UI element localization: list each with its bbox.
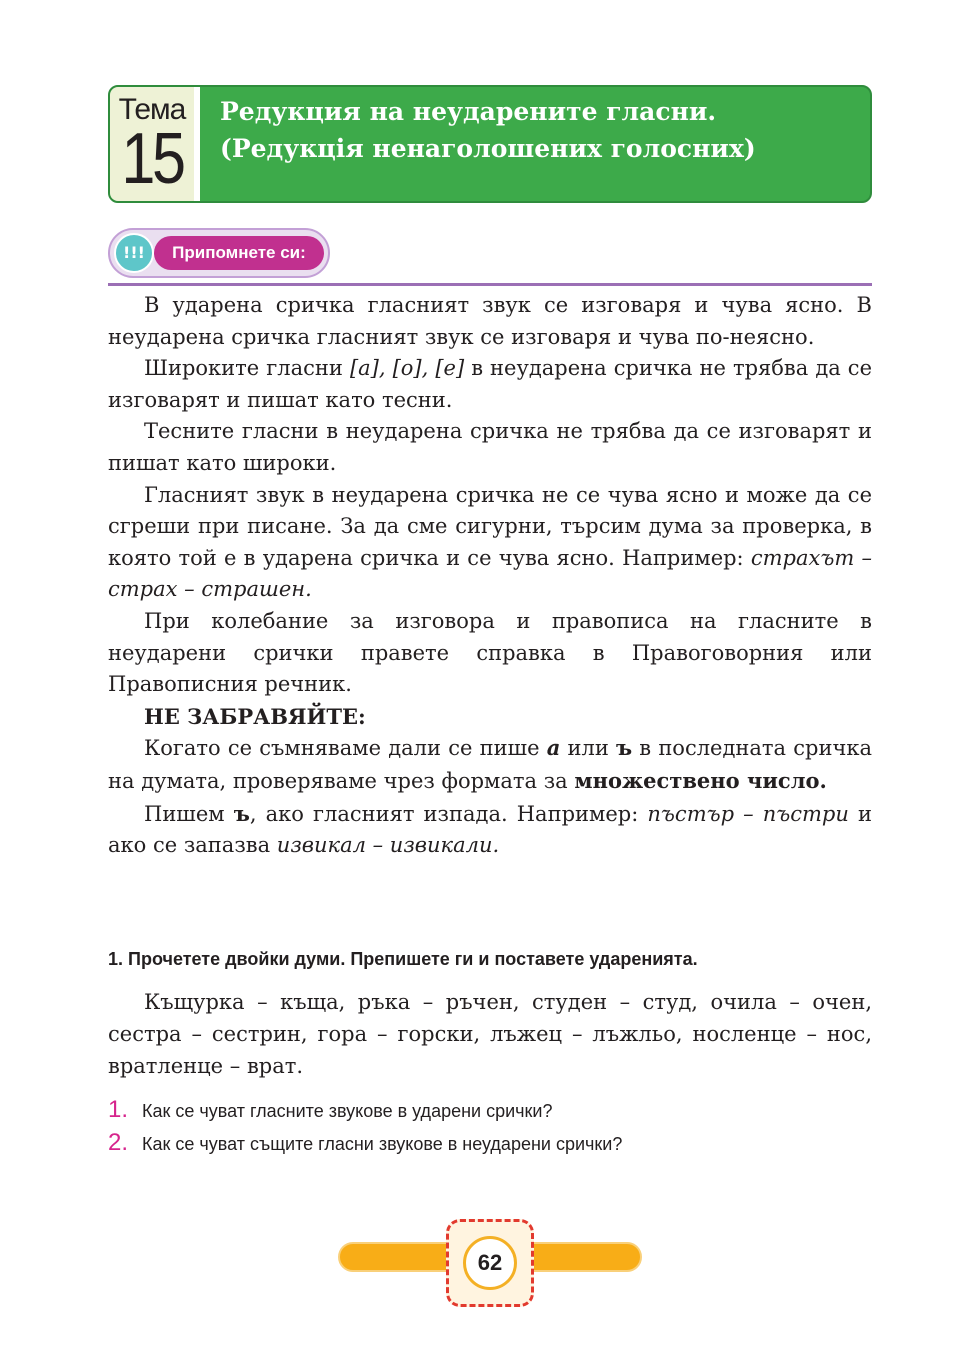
lesson-header [108,85,872,203]
exercise-text: Къщурка – къща, ръка – ръчен, студен – студ, очила – очен, сестра – сестрин, гора – горски, лъжец – лъжльо, носленце – нос, вратленце – врат. [108,990,872,1078]
lesson-number-box [110,87,200,201]
page-number-badge [446,1219,534,1307]
question-text: Как се чуват гласните звукове в ударени срички? [142,1101,553,1121]
example: пъстър – пъстри [647,801,849,826]
lesson-title-line2: (Редукція ненаголошених голосних) [220,134,756,163]
remember-label: Припомнете си: [154,236,324,270]
paragraph: Когато се съмняваме дали се пише а или ъ в последната сричка на думата, проверяваме чрез формата за множествено число. [108,735,872,793]
question-number: 1. [108,1096,129,1123]
page-number: 62 [463,1236,517,1290]
paragraph: Широките гласни [а], [о], [е] в неударена сричка не трябва да се изговарят и пишат като тесни. [108,356,873,412]
tema-label: Тема [118,93,186,126]
reminder-heading: НЕ ЗАБРАВЯЙТЕ: [144,703,366,729]
rules-text [108,290,872,862]
paragraph: В ударена сричка гласният звук се изговаря и чува ясно. В неударена сричка гласният звук се изговаря и чува по-неясно. [108,293,872,349]
letter: ъ [616,735,633,761]
lesson-title-line1: Редукция на неударените гласни. [220,97,717,126]
letter: ъ [233,800,250,826]
question-number: 2. [108,1129,129,1156]
section-divider [108,283,872,286]
question-item [108,1096,872,1124]
paragraph: Тесните гласни в неударена сричка не трябва да се изговарят и пишат като широки. [108,419,872,475]
exercise-heading: 1. Прочетете двойки думи. Препишете ги и поставете ударенията. [108,949,698,969]
letter: а [546,735,561,761]
question-text: Как се чуват същите гласни звукове в неударени срички? [142,1134,623,1154]
paragraph: Гласният звук в неударена сричка не се чува ясно и може да се сгреши при писане. За да сме сигурни, търсим дума за проверка, в която той е в ударена сричка и се чува ясно. Например: страхът – страх – страшен. [108,482,872,602]
remember-banner [108,228,330,278]
example: извикал – извикали. [276,833,500,858]
lesson-title [220,93,756,167]
emphasis: множествено число. [574,767,827,793]
tema-number: 15 [121,119,183,199]
question-item [108,1129,872,1157]
paragraph: При колебание за изговора и правописа на гласните в неударени срички правете справка в Правоговорния или Правописния речник. [108,608,872,697]
example: страхът – страх – страшен. [108,545,872,602]
exclamation-icon: !!! [114,233,154,273]
paragraph: Пишем ъ, ако гласният изпада. Например: пъстър – пъстри и ако се запазва извикал – извикали. [108,800,873,858]
example: [а], [о], [е] [349,356,465,381]
